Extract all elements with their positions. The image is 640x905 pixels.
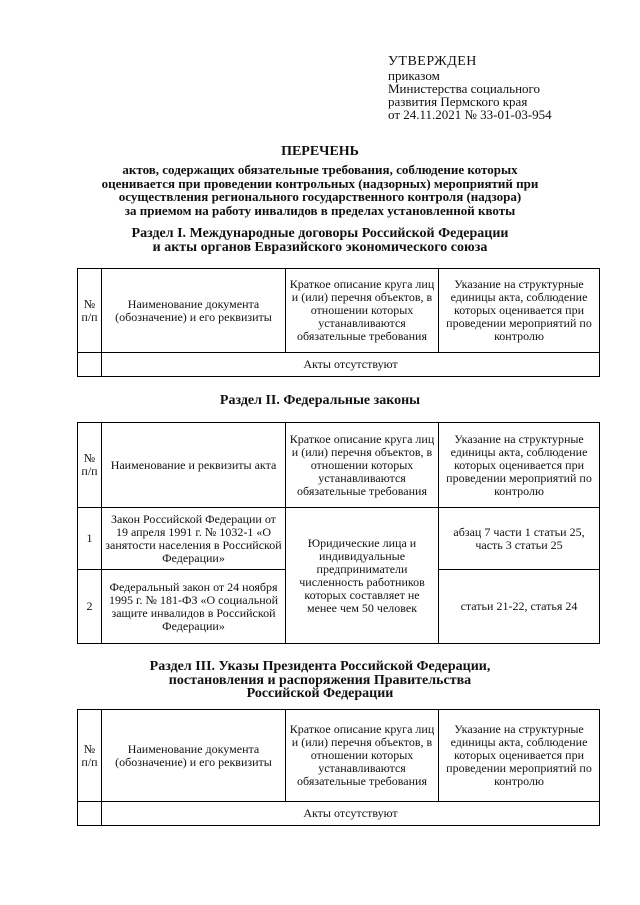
approval-ministry: Министерства социального	[388, 81, 541, 96]
approval-order-number: от 24.11.2021 № 33-01-03-954	[388, 107, 552, 122]
column-header-name: Наименование документа (обозначение) и его реквизиты	[102, 269, 286, 353]
approval-ministry-region: развития Пермского края	[388, 94, 528, 109]
approval-order-label: приказом	[388, 68, 440, 83]
document-title: ПЕРЕЧЕНЬ	[281, 144, 359, 159]
section2-heading: Раздел II. Федеральные законы	[219, 393, 421, 408]
section3-heading	[60, 660, 580, 701]
column-header-units: Указание на структурные единицы акта, соблюдение которых оценивается при проведении мероприятий по контролю	[439, 269, 600, 353]
act-units: абзац 7 части 1 статьи 25, часть 3 статьи 25	[439, 508, 600, 570]
section1-table	[77, 268, 600, 377]
section-heading-line: Российской Федерации	[246, 686, 394, 701]
section-heading-line: и акты органов Евразийского экономического союза	[152, 239, 488, 255]
act-units: статьи 21-22, статья 24	[439, 570, 600, 644]
table-row	[78, 802, 600, 826]
document-subtitle	[60, 163, 580, 217]
row-number: 1	[78, 508, 102, 570]
subtitle-line: осуществления регионального государственного контроля (надзора)	[118, 189, 522, 204]
table-header-row	[78, 423, 600, 508]
no-acts-label: Акты отсутствуют	[102, 802, 600, 826]
section-heading-line: Раздел I. Международные договоры Российской Федерации	[131, 226, 509, 241]
shared-description: Юридические лица и индивидуальные предприниматели численность работников которых составляет не менее чем 50 человек	[286, 508, 439, 644]
act-name: Федеральный закон от 24 ноября 1995 г. № 181-ФЗ «О социальной защите инвалидов в Российской Федерации»	[102, 570, 286, 644]
subtitle-line: за приемом на работу инвалидов в пределах установленной квоты	[124, 202, 516, 218]
act-name: Закон Российской Федерации от 19 апреля 1991 г. № 1032-1 «О занятости населения в Российской Федерации»	[102, 508, 286, 570]
column-header-description: Краткое описание круга лиц и (или) перечня объектов, в отношении которых устанавливаются обязательные требования	[286, 710, 439, 802]
section-heading-line: Раздел III. Указы Президента Российской Федерации,	[149, 659, 491, 674]
approval-heading: УТВЕРЖДЕН	[388, 54, 477, 69]
section-heading-line: постановления и распоряжения Правительства	[168, 672, 472, 688]
column-header-name: Наименование и реквизиты акта	[102, 423, 286, 508]
subtitle-line: оценивается при проведении контрольных (надзорных) мероприятий при	[101, 175, 539, 191]
column-header-description: Краткое описание круга лиц и (или) перечня объектов, в отношении которых устанавливаются обязательные требования	[286, 423, 439, 508]
column-header-number: № п/п	[78, 269, 102, 353]
section3-table	[77, 709, 600, 826]
table-cell-empty	[78, 802, 102, 826]
subtitle-line: актов, содержащих обязательные требования, соблюдение которых	[122, 162, 518, 177]
approval-stamp	[388, 55, 618, 121]
table-row	[78, 353, 600, 377]
column-header-units: Указание на структурные единицы акта, соблюдение которых оценивается при проведении мероприятий по контролю	[439, 710, 600, 802]
table-header-row	[78, 710, 600, 802]
section2-table	[77, 422, 600, 644]
column-header-number: № п/п	[78, 423, 102, 508]
column-header-units: Указание на структурные единицы акта, соблюдение которых оценивается при проведении мероприятий по контролю	[439, 423, 600, 508]
table-row	[78, 508, 600, 570]
column-header-description: Краткое описание круга лиц и (или) перечня объектов, в отношении которых устанавливаются обязательные требования	[286, 269, 439, 353]
column-header-number: № п/п	[78, 710, 102, 802]
section1-heading	[60, 227, 580, 254]
table-cell-empty	[78, 353, 102, 377]
table-header-row	[78, 269, 600, 353]
column-header-name: Наименование документа (обозначение) и его реквизиты	[102, 710, 286, 802]
row-number: 2	[78, 570, 102, 644]
no-acts-label: Акты отсутствуют	[102, 353, 600, 377]
